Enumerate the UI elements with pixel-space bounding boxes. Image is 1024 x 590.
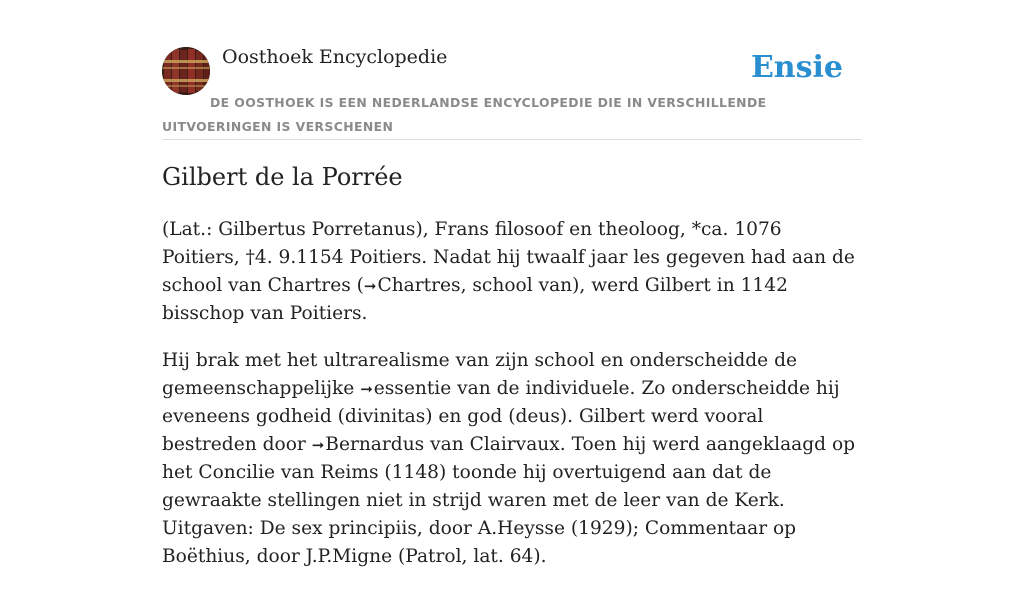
link-label: essentie (373, 378, 452, 399)
arrow-right-icon: ➞ (363, 277, 377, 295)
site-name[interactable]: Oosthoek Encyclopedie (222, 46, 448, 68)
arrow-right-icon: ➞ (311, 436, 325, 454)
text-segment: (Lat.: Gilbertus Porretanus), Frans filosoof en theoloog, *ca. 1076 Poitiers, †4. 9.1154 Poitiers. Nadat hij twaalf jaar les gegeven had aan de school van Chartres ( (162, 219, 855, 296)
link-label: Bernardus van Clairvaux (325, 434, 560, 455)
article-title: Gilbert de la Porrée (162, 163, 403, 191)
arrow-right-icon: ➞ (360, 380, 373, 398)
book-spines-icon (162, 47, 210, 95)
site-tagline: DE OOSTHOEK IS EEN NEDERLANDSE ENCYCLOPEDIE DIE IN VERSCHILLENDE UITVOERINGEN IS VERSCHENEN (162, 95, 767, 134)
link-essentie[interactable] (360, 378, 451, 399)
text-segment: van de individuele. Zo onderscheidde hij eveneens godheid (divinitas) en god (deus). Gilbert werd vooral bestreden door (162, 378, 840, 455)
text-segment: Hij brak met het ultrarealisme van zijn school en onderscheidde de gemeenschappelijke (162, 350, 798, 399)
site-avatar[interactable] (162, 47, 210, 95)
brand-logo[interactable]: Ensie (750, 50, 843, 85)
article-body (162, 216, 862, 590)
link-label: Chartres, school van (377, 275, 573, 296)
text-segment: . Toen hij werd aangeklaagd op het Concilie van Reims (1148) toonde hij overtuigend aan dat de gewraakte stellingen niet in strijd waren met de leer van de Kerk. Uitgaven: De sex principiis, door A.Heysse (1929); Commentaar op Boëthius, door J.P.Migne (Patrol, lat. 64). (162, 434, 856, 567)
text-segment: ), werd Gilbert in 1142 bisschop van Poitiers. (162, 275, 788, 324)
article-paragraph (162, 347, 862, 571)
link-bernardus-van-clairvaux[interactable] (312, 434, 560, 455)
header-divider (162, 139, 862, 140)
link-chartres-school[interactable] (364, 275, 572, 296)
article-paragraph (162, 216, 862, 328)
